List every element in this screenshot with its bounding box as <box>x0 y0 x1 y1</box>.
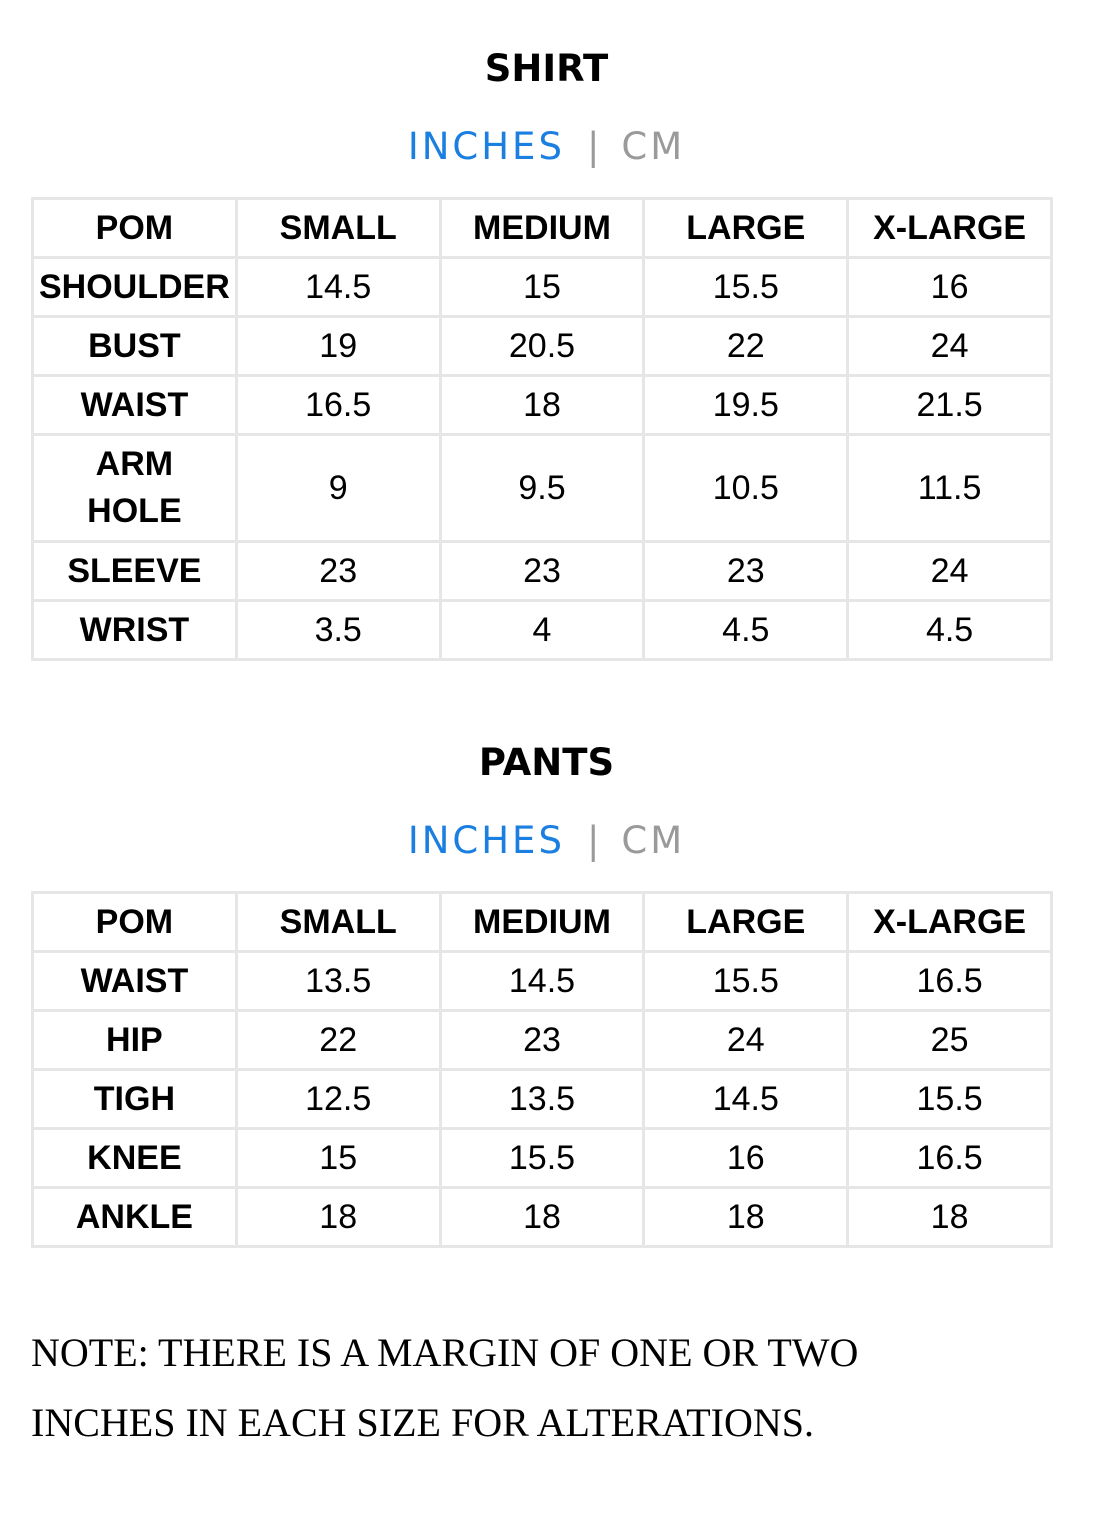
table-header-row <box>33 199 1052 258</box>
value-medium: 15.5 <box>440 1129 644 1188</box>
value-large: 15.5 <box>644 952 848 1011</box>
value-medium: 23 <box>440 542 644 601</box>
shirt-cm-toggle[interactable]: CM <box>621 125 686 168</box>
table-header-row <box>33 893 1052 952</box>
value-xlarge: 16.5 <box>848 1129 1052 1188</box>
table-row <box>33 1011 1052 1070</box>
note-line-1: NOTE: THERE IS A MARGIN OF ONE OR TWO <box>31 1330 859 1375</box>
column-header-xlarge: X-LARGE <box>848 199 1052 258</box>
value-small: 12.5 <box>236 1070 440 1129</box>
column-header-large: LARGE <box>644 893 848 952</box>
table-row <box>33 258 1052 317</box>
pants-unit-separator: | <box>586 819 600 862</box>
value-medium: 15 <box>440 258 644 317</box>
value-xlarge: 24 <box>848 542 1052 601</box>
value-small: 19 <box>236 317 440 376</box>
row-label-line2: HOLE <box>87 492 182 530</box>
value-large: 18 <box>644 1188 848 1247</box>
value-large: 19.5 <box>644 376 848 435</box>
note-line-2: INCHES IN EACH SIZE FOR ALTERATIONS. <box>31 1400 815 1445</box>
value-small: 13.5 <box>236 952 440 1011</box>
row-label: WRIST <box>33 601 237 660</box>
value-small: 14.5 <box>236 258 440 317</box>
value-large: 23 <box>644 542 848 601</box>
row-label: TIGH <box>33 1070 237 1129</box>
table-row <box>33 435 1052 542</box>
value-large: 24 <box>644 1011 848 1070</box>
column-header-xlarge: X-LARGE <box>848 893 1052 952</box>
value-small: 16.5 <box>236 376 440 435</box>
value-small: 3.5 <box>236 601 440 660</box>
row-label <box>33 435 237 542</box>
table-row <box>33 1188 1052 1247</box>
shirt-unit-toggle <box>0 127 1093 167</box>
row-label: ANKLE <box>33 1188 237 1247</box>
value-large: 16 <box>644 1129 848 1188</box>
table-row <box>33 542 1052 601</box>
table-row <box>33 1129 1052 1188</box>
row-label: SHOULDER <box>33 258 237 317</box>
value-xlarge: 15.5 <box>848 1070 1052 1129</box>
value-large: 14.5 <box>644 1070 848 1129</box>
value-large: 22 <box>644 317 848 376</box>
value-xlarge: 4.5 <box>848 601 1052 660</box>
value-xlarge: 16.5 <box>848 952 1052 1011</box>
pants-title: PANTS <box>478 741 615 784</box>
value-xlarge: 25 <box>848 1011 1052 1070</box>
row-label: WAIST <box>33 952 237 1011</box>
pants-cm-toggle[interactable]: CM <box>621 819 686 862</box>
value-medium: 18 <box>440 376 644 435</box>
value-small: 18 <box>236 1188 440 1247</box>
alterations-note <box>31 1318 1061 1458</box>
value-small: 23 <box>236 542 440 601</box>
column-header-large: LARGE <box>644 199 848 258</box>
row-label-line1: ARM <box>95 445 174 483</box>
column-header-small: SMALL <box>236 199 440 258</box>
value-xlarge: 11.5 <box>848 435 1052 542</box>
value-large: 15.5 <box>644 258 848 317</box>
value-medium: 14.5 <box>440 952 644 1011</box>
shirt-inches-toggle[interactable]: INCHES <box>407 125 565 168</box>
row-label: BUST <box>33 317 237 376</box>
value-medium: 23 <box>440 1011 644 1070</box>
column-header-small: SMALL <box>236 893 440 952</box>
value-xlarge: 18 <box>848 1188 1052 1247</box>
value-large: 10.5 <box>644 435 848 542</box>
pants-unit-toggle <box>0 821 1093 861</box>
column-header-pom: POM <box>33 893 237 952</box>
table-row <box>33 376 1052 435</box>
value-medium: 13.5 <box>440 1070 644 1129</box>
value-medium: 9.5 <box>440 435 644 542</box>
pants-inches-toggle[interactable]: INCHES <box>407 819 565 862</box>
row-label: SLEEVE <box>33 542 237 601</box>
value-small: 22 <box>236 1011 440 1070</box>
shirt-size-table <box>31 197 1053 661</box>
value-large: 4.5 <box>644 601 848 660</box>
shirt-title: SHIRT <box>484 47 609 90</box>
value-xlarge: 24 <box>848 317 1052 376</box>
shirt-unit-separator: | <box>586 125 600 168</box>
pants-size-table <box>31 891 1053 1248</box>
value-medium: 18 <box>440 1188 644 1247</box>
column-header-medium: MEDIUM <box>440 199 644 258</box>
row-label: WAIST <box>33 376 237 435</box>
value-xlarge: 21.5 <box>848 376 1052 435</box>
table-row <box>33 317 1052 376</box>
value-small: 9 <box>236 435 440 542</box>
value-medium: 4 <box>440 601 644 660</box>
table-row <box>33 1070 1052 1129</box>
column-header-medium: MEDIUM <box>440 893 644 952</box>
table-row <box>33 601 1052 660</box>
row-label: HIP <box>33 1011 237 1070</box>
value-xlarge: 16 <box>848 258 1052 317</box>
table-row <box>33 952 1052 1011</box>
row-label: KNEE <box>33 1129 237 1188</box>
value-medium: 20.5 <box>440 317 644 376</box>
value-small: 15 <box>236 1129 440 1188</box>
column-header-pom: POM <box>33 199 237 258</box>
